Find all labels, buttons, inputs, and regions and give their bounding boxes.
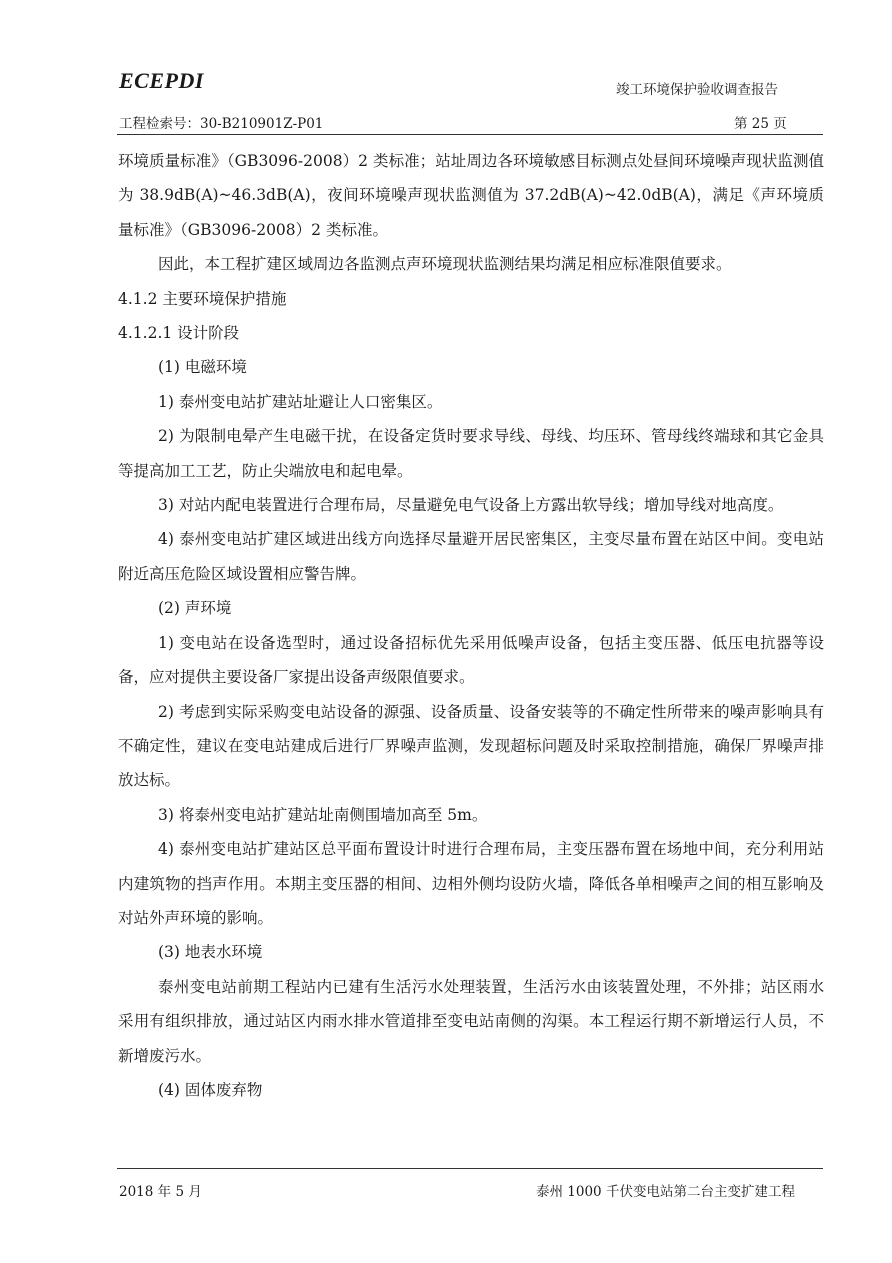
footer-project-name: 泰州 1000 千伏变电站第二台主变扩建工程 [536,1184,795,1200]
list-item: 4) 泰州变电站扩建站区总平面布置设计时进行合理布局，主变压器布置在场地中间，充分利用站内建筑物的挡声作用。本期主变压器的相间、边相外侧均设防火墙，降低各单相噪声之间的相互影响及对站外声环境的影响。 [118,840,824,927]
paragraph: 泰州变电站前期工程站内已建有生活污水处理装置，生活污水由该装置处理，不外排；站区雨水采用有组织排放，通过站区内雨水排水管道排至变电站南侧的沟渠。本工程运行期不新增运行人员，不新增废污水。 [118,977,824,1065]
list-item: 1) 变电站在设备选型时，通过设备招标优先采用低噪声设备，包括主变压器、低压电抗器等设备，应对提供主要设备厂家提出设备声级限值要求。 [118,633,824,687]
document-index: 工程检索号：30-B210901Z-P01 [119,116,324,132]
list-heading: (1) 电磁环境 [158,358,247,377]
list-item: 2) 考虑到实际采购变电站设备的源强、设备质量、设备安装等的不确定性所带来的噪声影响具有不确定性，建议在变电站建成后进行厂界噪声监测，发现超标问题及时采取控制措施，确保厂界噪声排放达标。 [118,702,824,790]
subsection-heading: 4.1.2.1 设计阶段 [118,324,240,343]
footer-divider [117,1168,823,1169]
list-item: 3) 对站内配电装置进行合理布局，尽量避免电气设备上方露出软导线；增加导线对地高度。 [158,496,784,515]
list-heading: (3) 地表水环境 [158,943,263,962]
section-heading: 4.1.2 主要环境保护措施 [118,289,287,308]
paragraph: 环境质量标准》（GB3096-2008）2 类标准；站址周边各环境敏感目标测点处昼间环境噪声现状监测值为 38.9dB(A)~46.3dB(A)，夜间环境噪声现状监测值为 37.2dB(A)~42.0dB(A)，满足《声环境质量标准》（GB3096-2008）2 类标准。 [118,152,824,239]
page-number: 第 25 页 [734,116,787,132]
report-title: 竣工环境保护验收调查报告 [616,82,778,98]
company-logo: ECEPDI [119,68,204,93]
document-body [118,144,824,1107]
paragraph: 因此，本工程扩建区域周边各监测点声环境现状监测结果均满足相应标准限值要求。 [158,255,732,274]
list-heading: (2) 声环境 [158,599,232,618]
list-item: 4) 泰州变电站扩建区域进出线方向选择尽量避开居民密集区，主变尽量布置在站区中间。变电站附近高压危险区域设置相应警告牌。 [118,530,824,583]
list-item: 2) 为限制电晕产生电磁干扰，在设备定货时要求导线、母线、均压环、管母线终端球和其它金具等提高加工工艺，防止尖端放电和起电晕。 [118,427,824,480]
list-heading: (4) 固体废弃物 [158,1080,263,1099]
list-item: 1) 泰州变电站扩建站址避让人口密集区。 [158,392,443,411]
header-divider [117,134,823,135]
list-item: 3) 将泰州变电站扩建站址南侧围墙加高至 5m。 [158,805,488,824]
footer-date: 2018 年 5 月 [119,1184,202,1200]
